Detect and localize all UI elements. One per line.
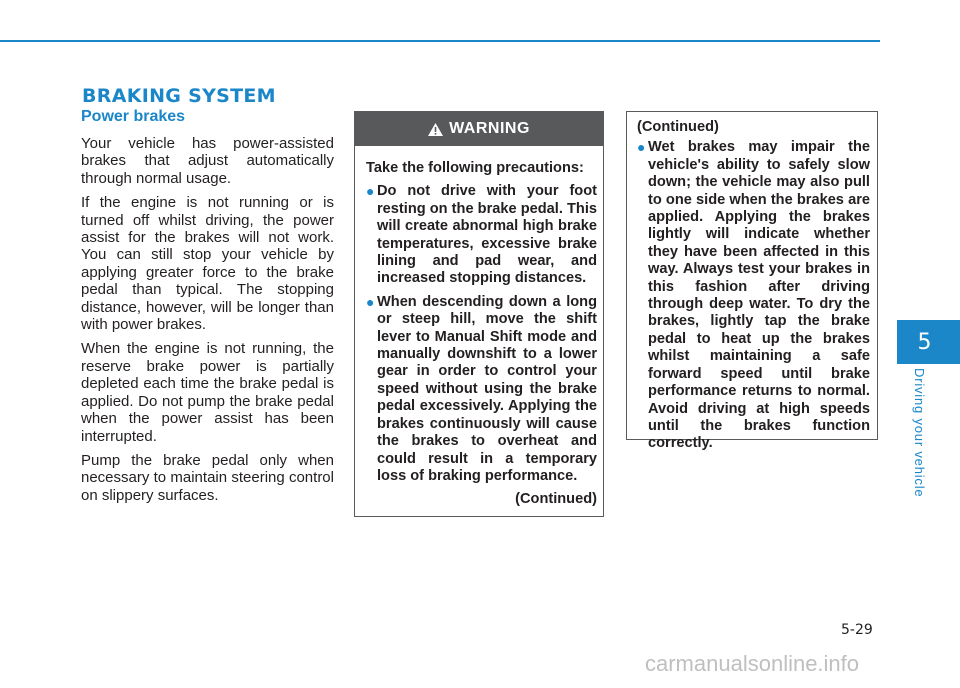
warning-body xyxy=(355,146,603,509)
continued-top-label: (Continued) xyxy=(637,119,719,135)
warning-bullet xyxy=(366,183,597,287)
continued-bullet-text: Wet brakes may impair the vehicle's ability to safely slow down; the vehicle may also pull to one side when the brakes are applied. Applying the brakes lightly will indicate whether they have been affected in this way. Always test your brakes in this fashion after driving through deep water. To dry the brakes, lightly tap the brake pedal to heat up the brakes whilst maintaining a safe forward speed until brake performance returns to normal. Avoid driving at high speeds until the brakes function correctly. xyxy=(648,139,870,452)
continued-bullet xyxy=(637,139,870,452)
warning-header xyxy=(355,112,603,146)
page-number: 5-29 xyxy=(841,622,873,638)
warning-bullet-text: When descending down a long or steep hill, move the shift lever to Manual Shift mode and manually downshift to a lower gear in order to control your speed without using the brake pedal excessively. Applying the brakes continuously will cause the brakes to overheat and could result in a temporary loss of braking performance. xyxy=(377,293,597,484)
warning-bullet-text: Do not drive with your foot resting on the brake pedal. This will create abnormal high brake temperatures, excessive brake lining and pad wear, and increased stopping distances. xyxy=(377,183,597,287)
warning-triangle-icon xyxy=(428,123,443,136)
continued-label: (Continued) xyxy=(515,491,597,508)
continued-warning-box xyxy=(626,111,878,452)
warning-header-label: WARNING xyxy=(449,120,530,137)
chapter-label: Driving your vehicle xyxy=(912,368,927,498)
subheading-power-brakes: Power brakes xyxy=(81,108,186,125)
bullet-dot-icon: ● xyxy=(366,293,375,310)
paragraph: If the engine is not running or is turned off whilst driving, the power assist for the brakes will not work. You can still stop your vehicle by applying greater force to the brake pedal than typical. The stopping distance, however, will be longer than with power brakes. xyxy=(81,194,334,334)
column-power-brakes xyxy=(81,107,334,511)
paragraph: Pump the brake pedal only when necessary to maintain steering control on slippery surfaces. xyxy=(81,451,334,504)
watermark: carmanualsonline.info xyxy=(645,651,860,676)
paragraph: Your vehicle has power-assisted brakes that adjust automatically through normal usage. xyxy=(81,135,334,187)
section-title: BRAKING SYSTEM xyxy=(82,85,276,107)
paragraph: When the engine is not running, the reserve brake power is partially depleted each time the brake pedal is applied. Do not pump the brake pedal when the power assist has been interrupted. xyxy=(81,340,334,445)
warning-intro: Take the following precautions: xyxy=(366,160,584,176)
chapter-tab xyxy=(897,320,960,364)
chapter-number: 5 xyxy=(917,329,932,355)
warning-box xyxy=(354,111,604,517)
top-rule xyxy=(0,40,880,42)
bullet-dot-icon: ● xyxy=(366,183,375,200)
warning-bullet xyxy=(366,294,597,485)
bullet-dot-icon: ● xyxy=(637,139,646,156)
